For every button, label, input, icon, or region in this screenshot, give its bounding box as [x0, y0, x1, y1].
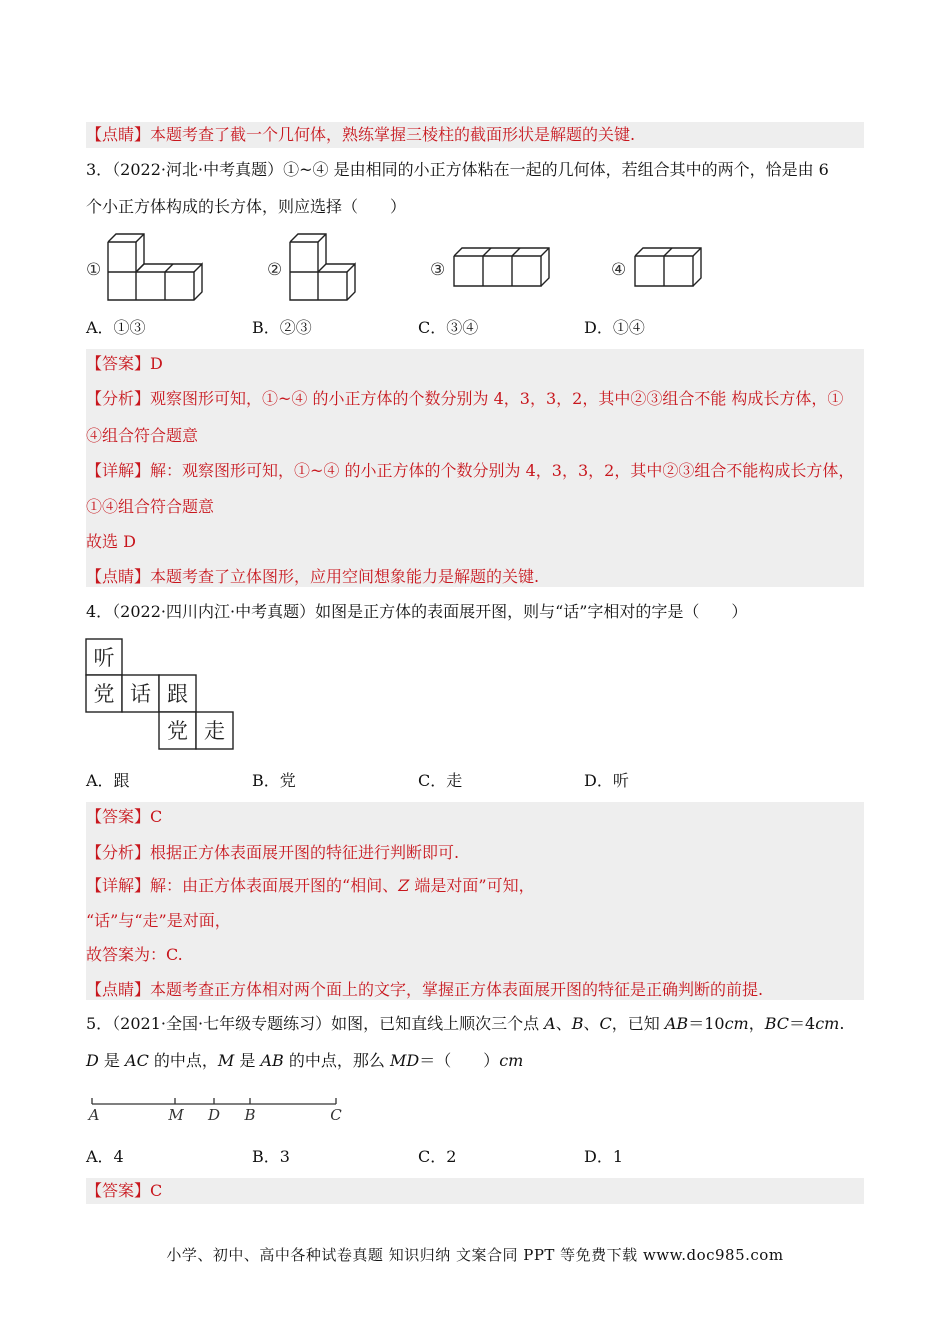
answer-text: C: [150, 807, 163, 826]
q5-stem-line2: [86, 1048, 523, 1074]
dianjing-label: 【点睛】: [86, 980, 151, 999]
q4-solution-shade: [86, 802, 864, 1000]
q3-analysis-line1: [86, 386, 843, 412]
sep: ，: [748, 1014, 765, 1033]
q4-dianjing: [86, 977, 763, 1003]
q5-stem-line1: [86, 1011, 844, 1037]
q3-detail-line1: [86, 458, 854, 484]
detail-label: 【详解】: [86, 461, 151, 480]
q4-cube-net: [85, 638, 237, 752]
dianjing-label: 【点睛】: [86, 125, 151, 144]
dianjing-text: 本题考查正方体相对两个面上的文字，掌握正方体表面展开图的特征是正确判断的前提.: [150, 980, 764, 999]
q5-option-a[interactable]: A．4: [86, 1147, 124, 1166]
segment-md: MD: [389, 1051, 420, 1070]
stem-text: 的中点，: [148, 1051, 218, 1070]
analysis-label: 【分析】: [86, 843, 151, 862]
q4-answer: [86, 804, 162, 830]
unit-cm: cm: [815, 1014, 840, 1033]
q4-stem: 4．（2022·四川内江·中考真题）如图是正方体的表面展开图，则与“话”字相对的字是（ ）: [86, 602, 748, 621]
q3-dianjing: [86, 564, 539, 590]
stem-text: ，已知: [611, 1014, 665, 1033]
ab-value: ＝10: [688, 1014, 725, 1033]
segment-ac: AC: [125, 1051, 149, 1070]
detail-z: Z: [398, 876, 410, 895]
segment-ab: AB: [260, 1051, 284, 1070]
q4-detail-line2: “话”与“走”是对面，: [86, 911, 231, 930]
point-m: M: [217, 1051, 235, 1070]
q4-analysis: [86, 840, 459, 866]
detail-text: 解：观察图形可知，①~④ 的小正方体的个数分别为 4，3，3，2，其中②③组合不能构成长方体，: [150, 461, 855, 480]
analysis-label: 【分析】: [86, 389, 151, 408]
stem-text: 5．（2021·全国·七年级专题练习）如图，已知直线上顺次三个点: [86, 1014, 545, 1033]
q4-detail-line1: [86, 873, 535, 899]
q3-option-d[interactable]: D．①④: [584, 318, 645, 337]
point-c: C: [599, 1014, 612, 1033]
dianjing-text: 本题考查了截一个几何体，熟练掌握三棱柱的截面形状是解题的关键.: [150, 125, 636, 144]
net-cell-3: 话: [130, 682, 151, 706]
line-label-c: C: [330, 1106, 342, 1124]
detail-text-a: 解：由正方体表面展开图的“相间、: [150, 876, 399, 895]
analysis-text: 观察图形可知，①~④ 的小正方体的个数分别为 4，3，3，2，其中②③组合不能 构成长方体，①: [150, 389, 844, 408]
answer-label: 【答案】: [86, 1181, 151, 1200]
net-cell-4: 跟: [167, 682, 188, 706]
q3-stem-line1: 3．（2022·河北·中考真题）①~④ 是由相同的小正方体粘在一起的几何体，若组合其中的两个，恰是由 6: [86, 160, 829, 179]
figure-label-1: ①: [86, 260, 102, 280]
line-label-b: B: [244, 1106, 256, 1124]
line-label-d: D: [207, 1106, 221, 1124]
figure-label-4: ④: [611, 260, 627, 280]
segment-bc: BC: [764, 1014, 790, 1033]
q3-analysis-line2: ④组合符合题意: [86, 426, 199, 445]
net-cell-6: 走: [204, 719, 225, 743]
segment-ab: AB: [664, 1014, 689, 1033]
q4-option-a[interactable]: A．跟: [86, 771, 130, 790]
analysis-text: 根据正方体表面展开图的特征进行判断即可.: [150, 843, 460, 862]
stem-text: 的中点，那么: [283, 1051, 390, 1070]
stem-text: ＝（ ）: [419, 1051, 500, 1070]
q3-option-a[interactable]: A．①③: [86, 318, 146, 337]
answer-label: 【答案】: [86, 807, 151, 826]
q5-option-b[interactable]: B．3: [252, 1147, 290, 1166]
answer-text: C: [150, 1181, 163, 1200]
q3-figure-4: [609, 228, 709, 308]
detail-text-b: 端是对面”可知，: [409, 876, 535, 895]
q3-detail-line2: ①④组合符合题意: [86, 497, 215, 516]
line-label-m: M: [168, 1106, 184, 1124]
sep: 、: [555, 1014, 572, 1033]
net-cell-2: 党: [93, 682, 115, 706]
answer-label: 【答案】: [86, 354, 151, 373]
sep: .: [839, 1014, 845, 1033]
q4-option-c[interactable]: C．走: [418, 771, 463, 790]
q3-option-c[interactable]: C．③④: [418, 318, 479, 337]
page-footer: 小学、初中、高中各种试卷真题 知识归纳 文案合同 PPT 等免费下载 www.doc985.com: [166, 1246, 784, 1264]
q4-detail-line3: 故答案为：C.: [86, 945, 183, 964]
answer-text: D: [150, 354, 163, 373]
stem-text: 是: [234, 1051, 261, 1070]
q5-option-d[interactable]: D．1: [584, 1147, 624, 1166]
unit-cm: cm: [724, 1014, 749, 1033]
q5-answer: [86, 1178, 162, 1204]
point-a: A: [544, 1014, 556, 1033]
q4-option-b[interactable]: B．党: [252, 771, 296, 790]
q3-figure-3: [428, 228, 558, 308]
stem-text: 是: [98, 1051, 126, 1070]
point-b: B: [571, 1014, 584, 1033]
figure-label-2: ②: [267, 260, 283, 280]
bc-value: ＝4: [789, 1014, 816, 1033]
q2-dianjing: [86, 122, 635, 148]
q3-figure-2: [265, 228, 365, 308]
net-cell-5: 党: [167, 719, 188, 743]
dianjing-label: 【点睛】: [86, 567, 151, 586]
q5-number-line: [86, 1094, 356, 1130]
q5-answer-shade: [86, 1178, 864, 1204]
q3-answer: [86, 351, 163, 377]
q3-stem-line2: 个小正方体构成的长方体，则应选择（ ）: [86, 197, 407, 216]
line-label-a: A: [88, 1106, 100, 1124]
q3-detail-line3: 故选 D: [86, 532, 136, 551]
net-cell-1: 听: [93, 646, 115, 670]
sep: 、: [583, 1014, 600, 1033]
q3-option-b[interactable]: B．②③: [252, 318, 312, 337]
unit-cm: cm: [499, 1051, 524, 1070]
dianjing-text: 本题考查了立体图形，应用空间想象能力是解题的关键.: [150, 567, 540, 586]
q5-option-c[interactable]: C．2: [418, 1147, 457, 1166]
q3-figure-1: [84, 228, 224, 308]
detail-label: 【详解】: [86, 876, 151, 895]
q4-option-d[interactable]: D．听: [584, 771, 629, 790]
figure-label-3: ③: [430, 260, 446, 280]
point-d: D: [86, 1051, 99, 1070]
